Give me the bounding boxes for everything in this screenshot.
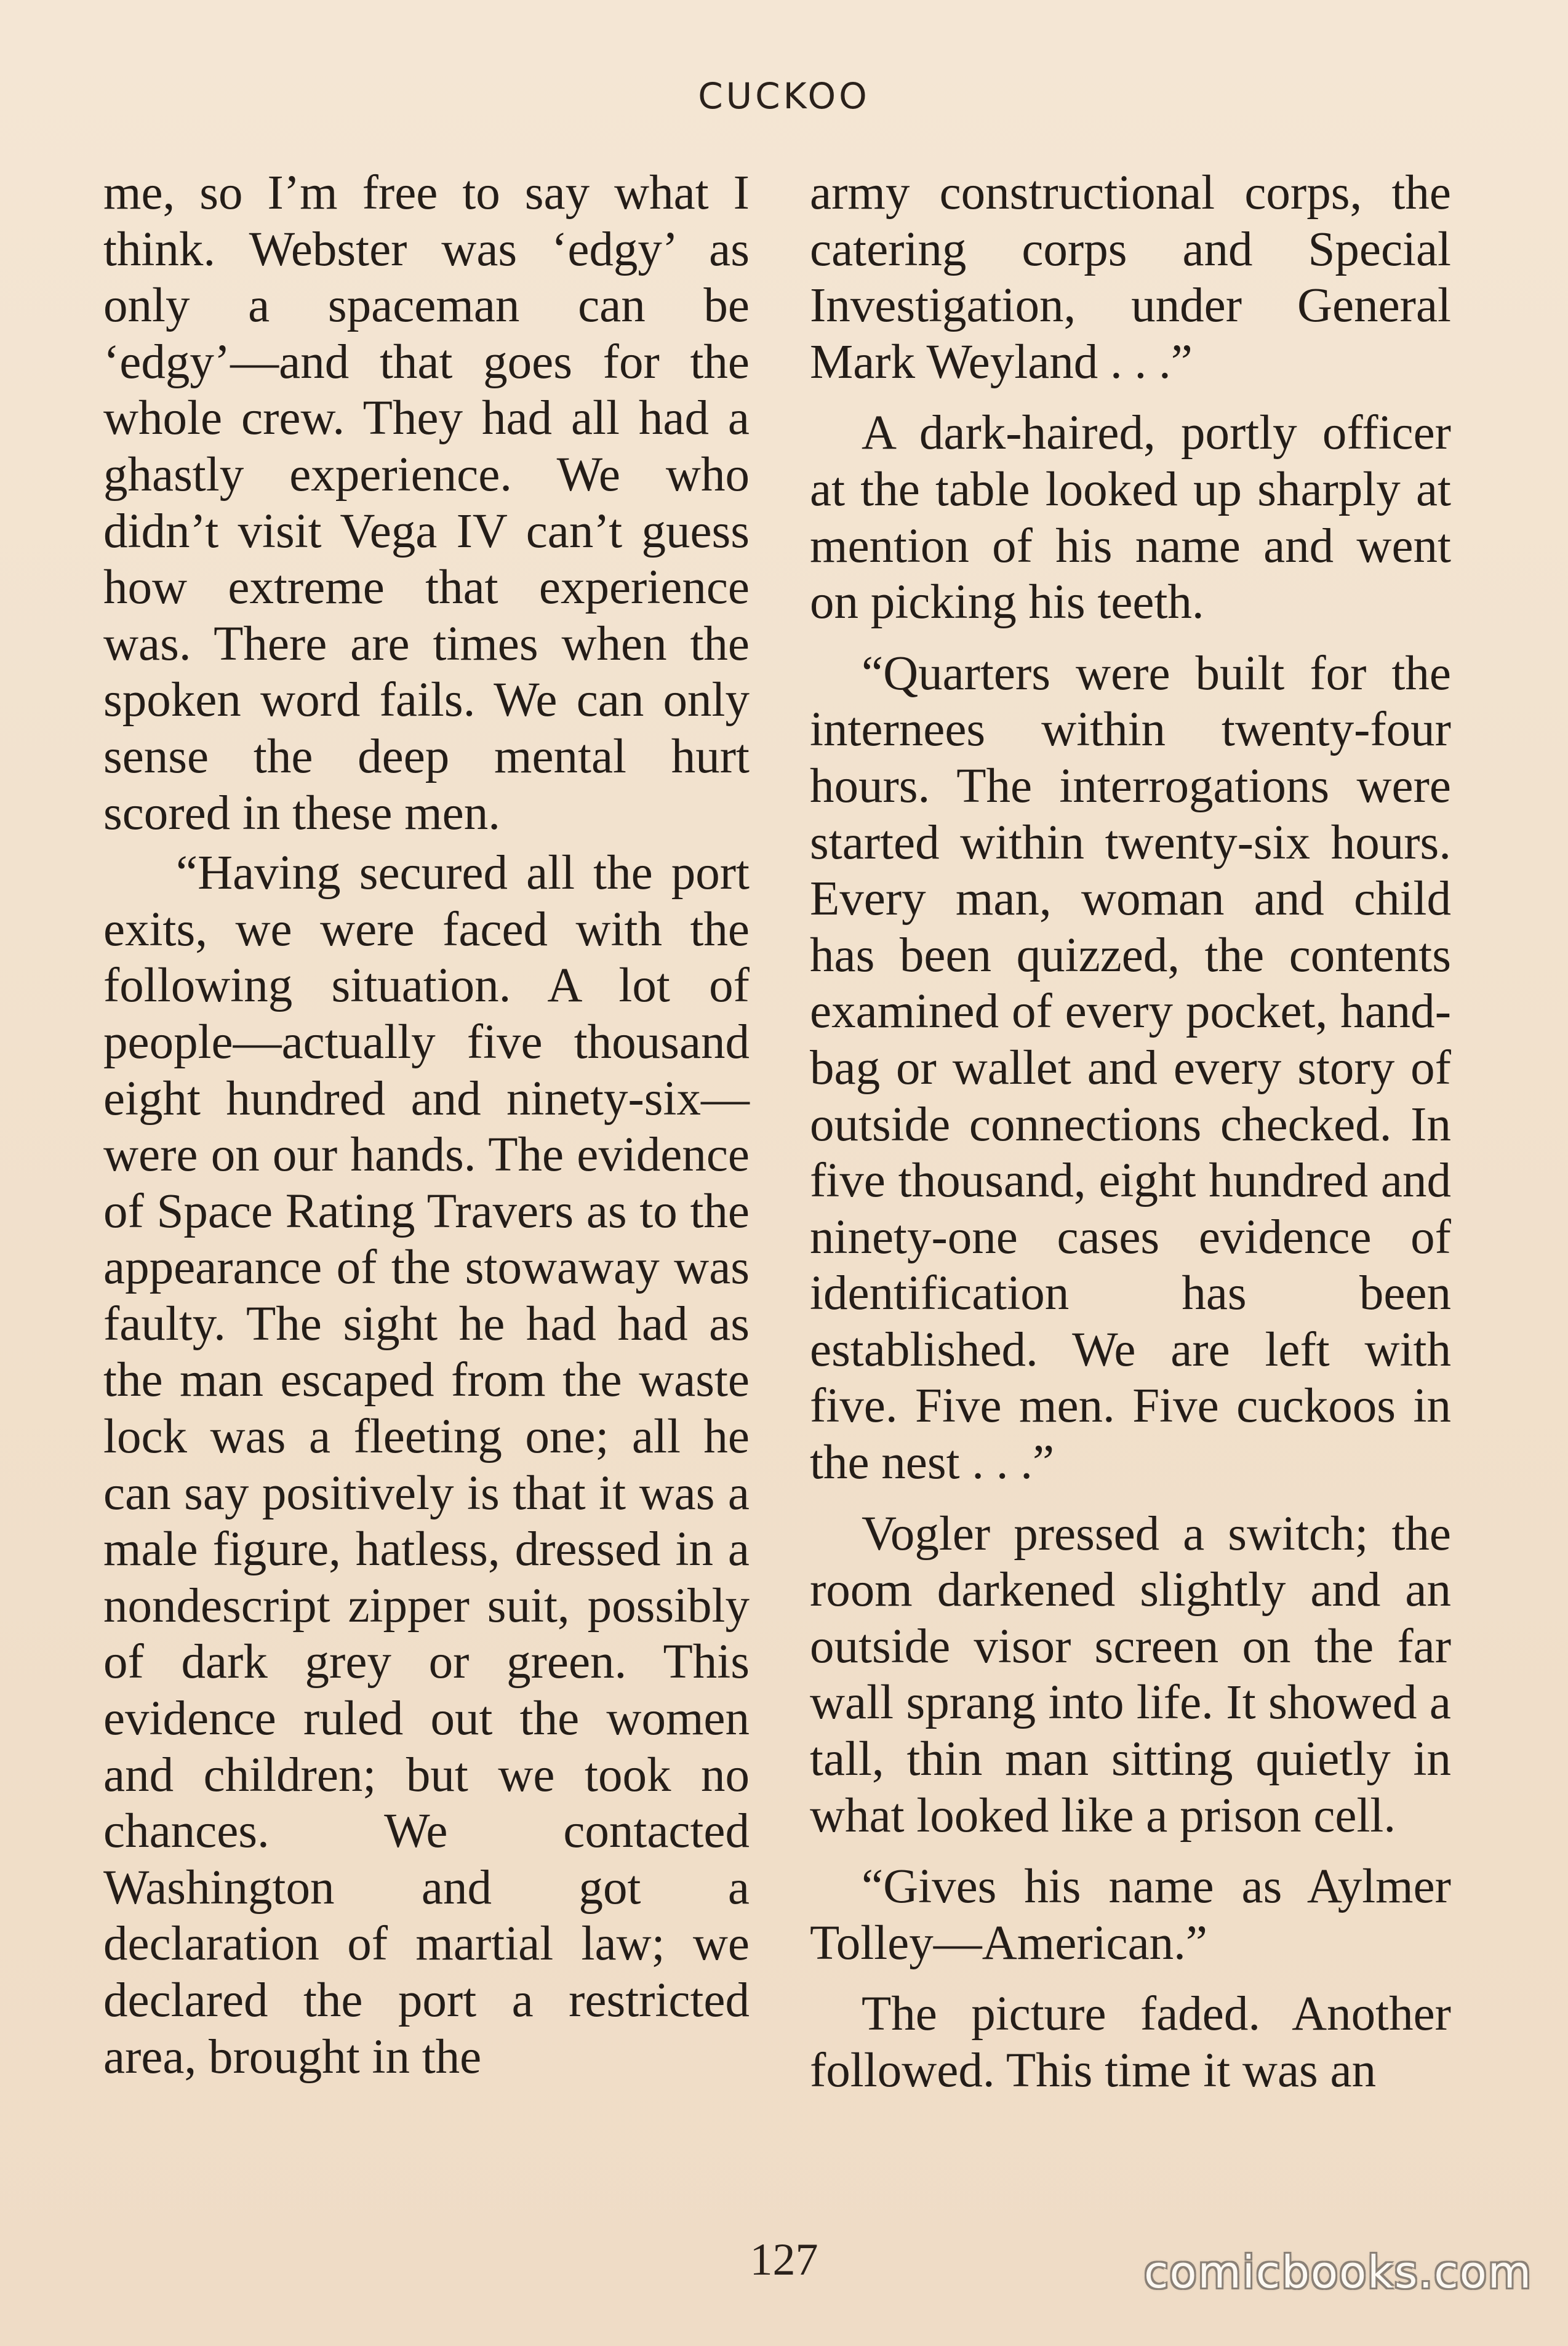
watermark: comicbooks.com: [1143, 2246, 1532, 2298]
left-column: [103, 165, 750, 2085]
paragraph: me, so I’m free to say what I think. Webster was ‘edgy’ as only a spaceman can be ‘edgy’—and that goes for the whole crew. They had all had a ghastly experience. We who didn’t visit Vega IV can’t guess how extreme that experience was. There are times when the spoken word fails. We can only sense the deep mental hurt scored in these men.: [103, 166, 750, 840]
paragraph: “Having secured all the port exits, we were faced with the following situation. A lot of people—actually five thousand eight hundred and ninety-six—were on our hands. The evidence of Space Rating Travers as to the appearance of the stowaway was faulty. The sight he had had as the man escaped from the waste lock was a fleeting one; all he can say positively is that it was a male figure, hatless, dressed in a nondescript zipper suit, possibly of dark grey or green. This evidence ruled out the women and children; but we took no chances. We contacted Washington and got a declaration of martial law; we declared the port a restricted area, brought in the: [103, 846, 750, 2084]
right-column: [810, 165, 1451, 2099]
paragraph: army constructional corps, the catering corps and Special Investigation, under General Mark Weyland . . .”: [810, 166, 1451, 389]
paragraph: A dark-haired, portly officer at the table looked up sharply at mention of his name and went on picking his teeth.: [810, 406, 1451, 630]
paragraph: The picture faded. Another followed. This time it was an: [810, 1987, 1451, 2097]
running-head: CUCKOO: [698, 75, 870, 117]
paragraph: Vogler pressed a switch; the room darkened slightly and an outside visor screen on the far wall sprang into life. It showed a tall, thin man sitting quietly in what looked like a prison cell.: [810, 1507, 1451, 1843]
paragraph: “Quarters were built for the internees within twenty-four hours. The interrogations were started within twenty-six hours. Every man, woman and child has been quizzed, the contents examined of every pocket, handbag or wallet and every story of outside connections checked. In five thousand, eight hundred and ninety-one cases evidence of identification has been established. We are left with five. Five men. Five cuckoos in the nest . . .”: [810, 646, 1451, 1490]
paragraph: “Gives his name as Aylmer Tolley—American.”: [810, 1860, 1451, 1970]
page-number: 127: [750, 2235, 818, 2285]
